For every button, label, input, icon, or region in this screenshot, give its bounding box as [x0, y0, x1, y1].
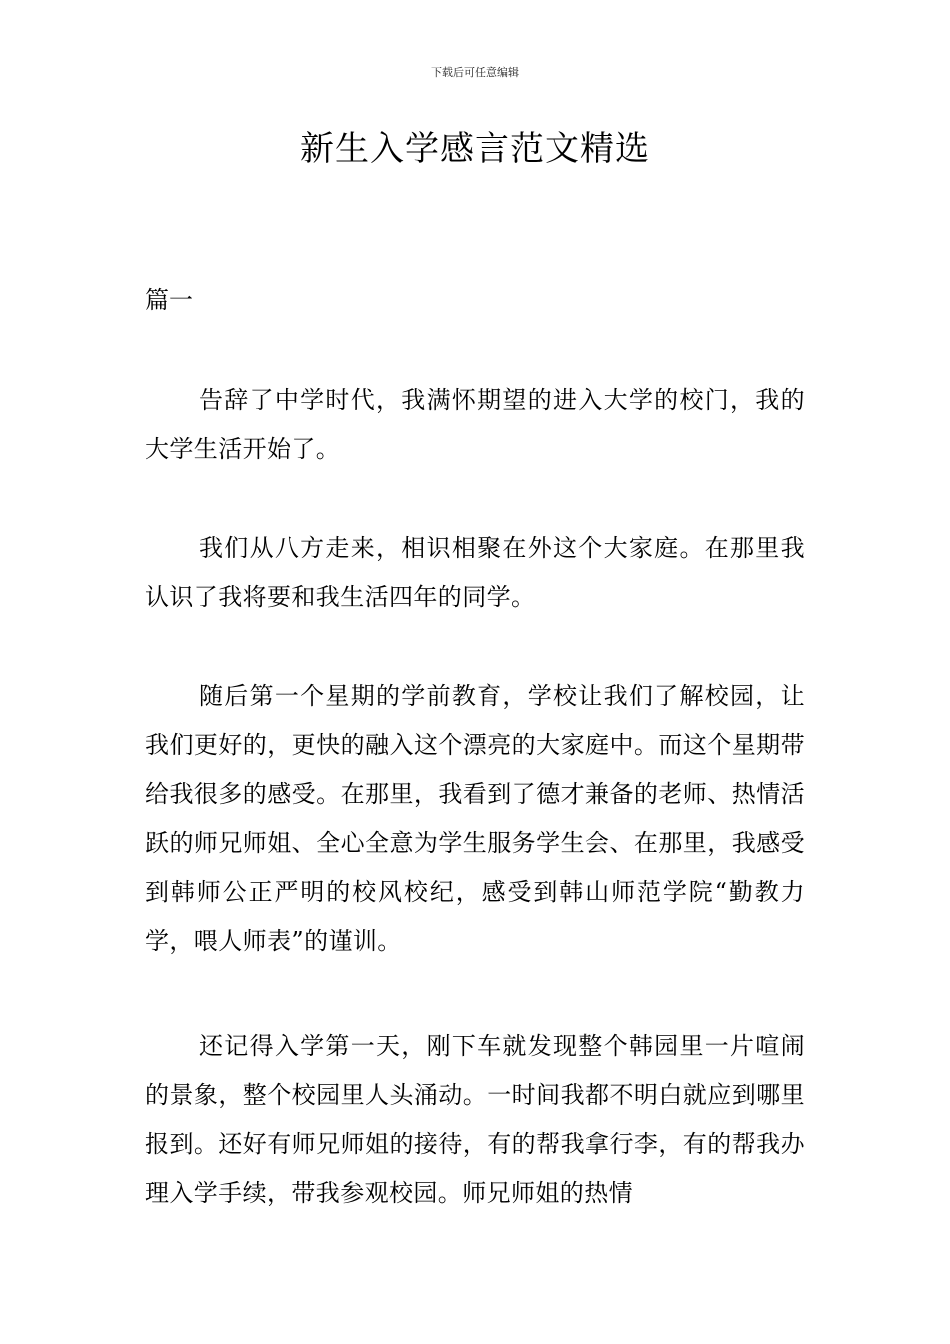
paragraph: 我们从八方走来，相识相聚在外这个大家庭。在那里我认识了我将要和我生活四年的同学。	[145, 534, 805, 611]
header-note: 下载后可任意编辑	[431, 66, 519, 79]
paragraph: 还记得入学第一天，刚下车就发现整个韩园里一片喧闹的景象，整个校园里人头涌动。一时间我都不明白就应到哪里报到。还好有师兄师姐的接待，有的帮我拿行李，有的帮我办理入学手续，带我参观校园。师兄师姐的热情	[145, 1032, 805, 1207]
paragraph: 告辞了中学时代，我满怀期望的进入大学的校门，我的大学生活开始了。	[145, 386, 805, 463]
section-label: 篇一	[145, 286, 193, 314]
paragraph: 随后第一个星期的学前教育，学校让我们了解校园，让我们更好的，更快的融入这个漂亮的大家庭中。而这个星期带给我很多的感受。在那里，我看到了德才兼备的老师、热情活跃的师兄师姐、全心全意为学生服务学生会、在那里，我感受到韩师公正严明的校风校纪，感受到韩山师范学院“勤教力学，喂人师表”的谨训。	[145, 682, 805, 955]
document-title: 新生入学感言范文精选	[300, 129, 650, 169]
